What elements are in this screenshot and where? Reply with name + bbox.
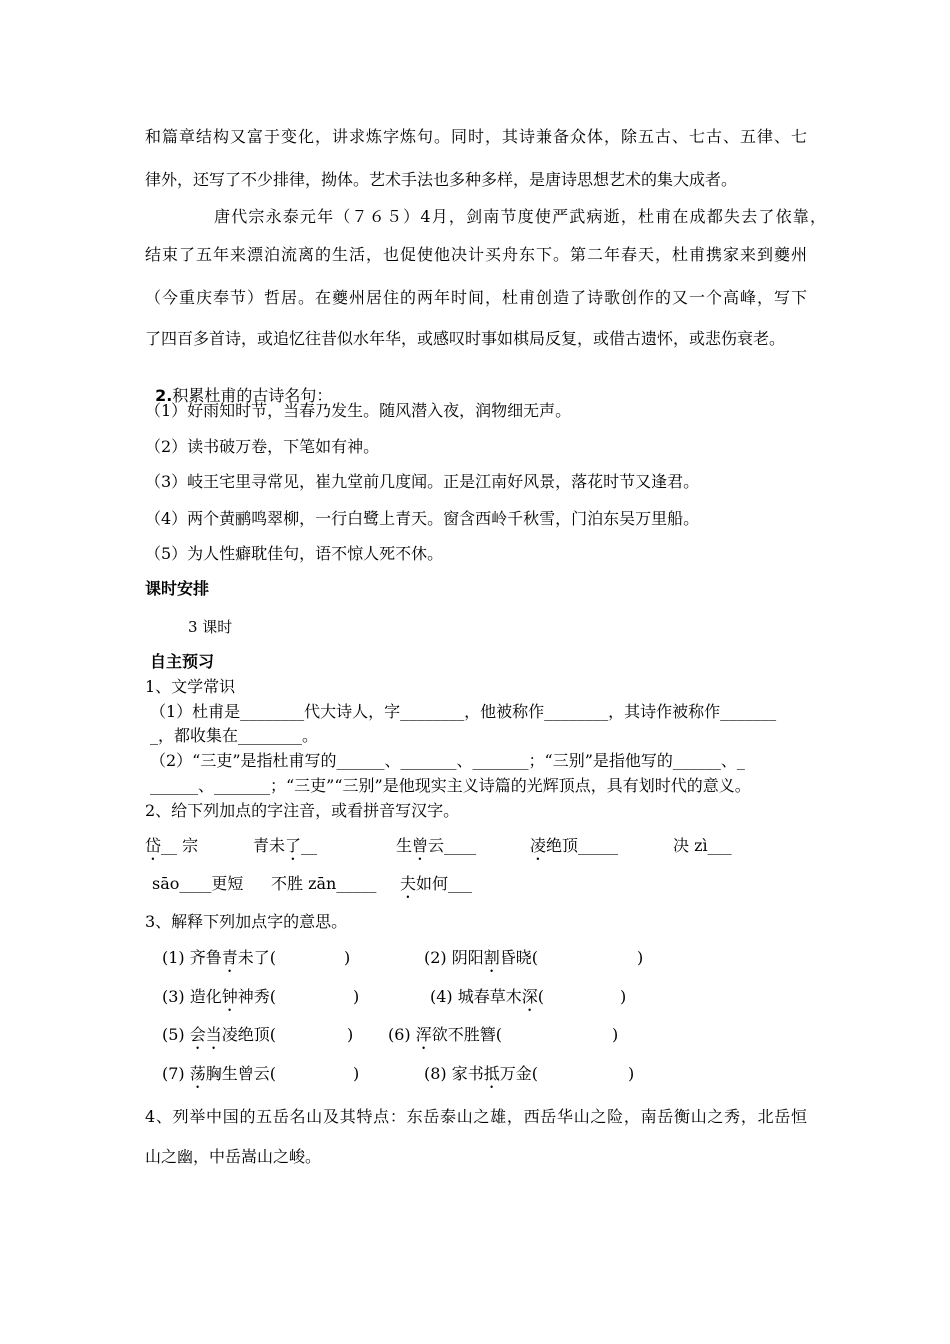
question-line: _，都收集在________。 xyxy=(150,726,319,745)
pinyin-item: 决 zì___ xyxy=(673,836,732,855)
meaning-close: ) xyxy=(353,1064,360,1083)
question-line: （2）“三吏”是指杜甫写的______、_______、_______；“三别”是指他写的______、_ xyxy=(150,751,745,770)
meaning-close: ) xyxy=(620,987,627,1006)
pinyin-item: 不胜 zān_____ xyxy=(271,874,377,893)
poem-line: （5）为人性癖耽佳句，语不惊人死不休。 xyxy=(145,544,444,563)
pinyin-item: sāo____更短 xyxy=(152,874,244,893)
question-line: 4、列举中国的五岳名山及其特点：东岳泰山之雄，西岳华山之险，南岳衡山之秀，北岳恒 xyxy=(145,1107,807,1126)
dotted-char: 钟 xyxy=(221,987,238,1006)
schedule-value: 3 课时 xyxy=(188,618,233,636)
intro-line: （今重庆奉节）哲居。在夔州居住的两年时间，杜甫创造了诗歌创作的又一个高峰，写下 xyxy=(145,288,807,307)
question-line: ______、_______；“三吏”“三别”是他现实主义诗篇的光辉顶点，具有划时代的意义。 xyxy=(150,776,751,795)
schedule-heading: 课时安排 xyxy=(145,579,210,598)
dotted-char: 深 xyxy=(521,987,538,1006)
poem-line: （3）岐王宅里寻常见，崔九堂前几度闻。正是江南好风景，落花时节又逢君。 xyxy=(145,472,700,491)
section-number: 2. xyxy=(155,386,173,405)
dotted-char: 岱 xyxy=(145,836,162,855)
question-line: （1）杜甫是________代大诗人，字________，他被称作________，其诗作被称作_______ xyxy=(150,702,777,721)
dotted-char: 青 xyxy=(221,948,238,967)
pinyin-item: 凌绝顶_____ xyxy=(530,836,619,855)
dotted-char: 浑 xyxy=(415,1025,432,1044)
meaning-item: (5) 会当凌绝顶( xyxy=(162,1025,277,1044)
meaning-close: ) xyxy=(353,987,360,1006)
poem-line: （4）两个黄鹂鸣翠柳，一行白鹭上青天。窗含西岭千秋雪，门泊东吴万里船。 xyxy=(145,509,700,528)
meaning-close: ) xyxy=(628,1064,635,1083)
dotted-char: 抵 xyxy=(483,1064,500,1083)
dotted-char: 割 xyxy=(483,948,500,967)
pinyin-item: 夫如何___ xyxy=(400,874,473,893)
meaning-close: ) xyxy=(612,1025,619,1044)
meaning-item: (8) 家书抵万金( xyxy=(424,1064,539,1083)
intro-line: 唐代宗永泰元年（７６５）4月，剑南节度使严武病逝，杜甫在成都失去了依靠， xyxy=(214,207,826,226)
pinyin-item: 岱__ 宗 xyxy=(145,836,199,855)
meaning-close: ) xyxy=(344,948,351,967)
dotted-char: 曾 xyxy=(412,836,429,855)
pinyin-item: 生曾云____ xyxy=(396,836,477,855)
question-title: 2、给下列加点的字注音，或看拼音写汉字。 xyxy=(145,801,460,820)
intro-line: 和篇章结构又富于变化，讲求炼字炼句。同时，其诗兼备众体，除五古、七古、五律、七 xyxy=(145,127,807,146)
dotted-char: 凌 xyxy=(530,836,547,855)
meaning-close: ) xyxy=(637,948,644,967)
intro-line: 了四百多首诗，或追忆往昔似水年华，或感叹时事如棋局反复，或借古遗怀，或悲伤衰老。 xyxy=(145,329,786,348)
meaning-item: (1) 齐鲁青未了( xyxy=(162,948,277,967)
preview-heading: 自主预习 xyxy=(150,652,215,671)
poem-line: （1）好雨知时节，当春乃发生。随风潜入夜，润物细无声。 xyxy=(145,401,572,420)
poem-line: （2）读书破万卷，下笔如有神。 xyxy=(145,437,380,456)
meaning-item: (6) 浑欲不胜簪( xyxy=(388,1025,503,1044)
meaning-close: ) xyxy=(347,1025,354,1044)
dotted-char: 荡 xyxy=(189,1064,206,1083)
dotted-char: 了 xyxy=(285,836,302,855)
meaning-item: (4) 城春草木深( xyxy=(430,987,545,1006)
intro-line: 结束了五年来漂泊流离的生活，也促使他决计买舟东下。第二年春天，杜甫携家来到夔州 xyxy=(145,245,807,264)
question-title: 1、文学常识 xyxy=(145,677,236,696)
dotted-char: 会当 xyxy=(189,1025,222,1044)
meaning-item: (2) 阴阳割昏晓( xyxy=(424,948,539,967)
meaning-item: (7) 荡胸生曾云( xyxy=(162,1064,277,1083)
section-heading xyxy=(145,366,332,406)
pinyin-item: 青未了__ xyxy=(253,836,318,855)
section-title: 积累杜甫的古诗名句： xyxy=(172,386,333,405)
dotted-char: 夫 xyxy=(400,874,417,893)
intro-line: 律外，还写了不少排律，拗体。艺术手法也多种多样，是唐诗思想艺术的集大成者。 xyxy=(145,170,738,189)
question-title: 3、解释下列加点字的意思。 xyxy=(145,912,348,931)
meaning-item: (3) 造化钟神秀( xyxy=(162,987,277,1006)
question-line: 山之幽，中岳嵩山之峻。 xyxy=(145,1147,322,1166)
